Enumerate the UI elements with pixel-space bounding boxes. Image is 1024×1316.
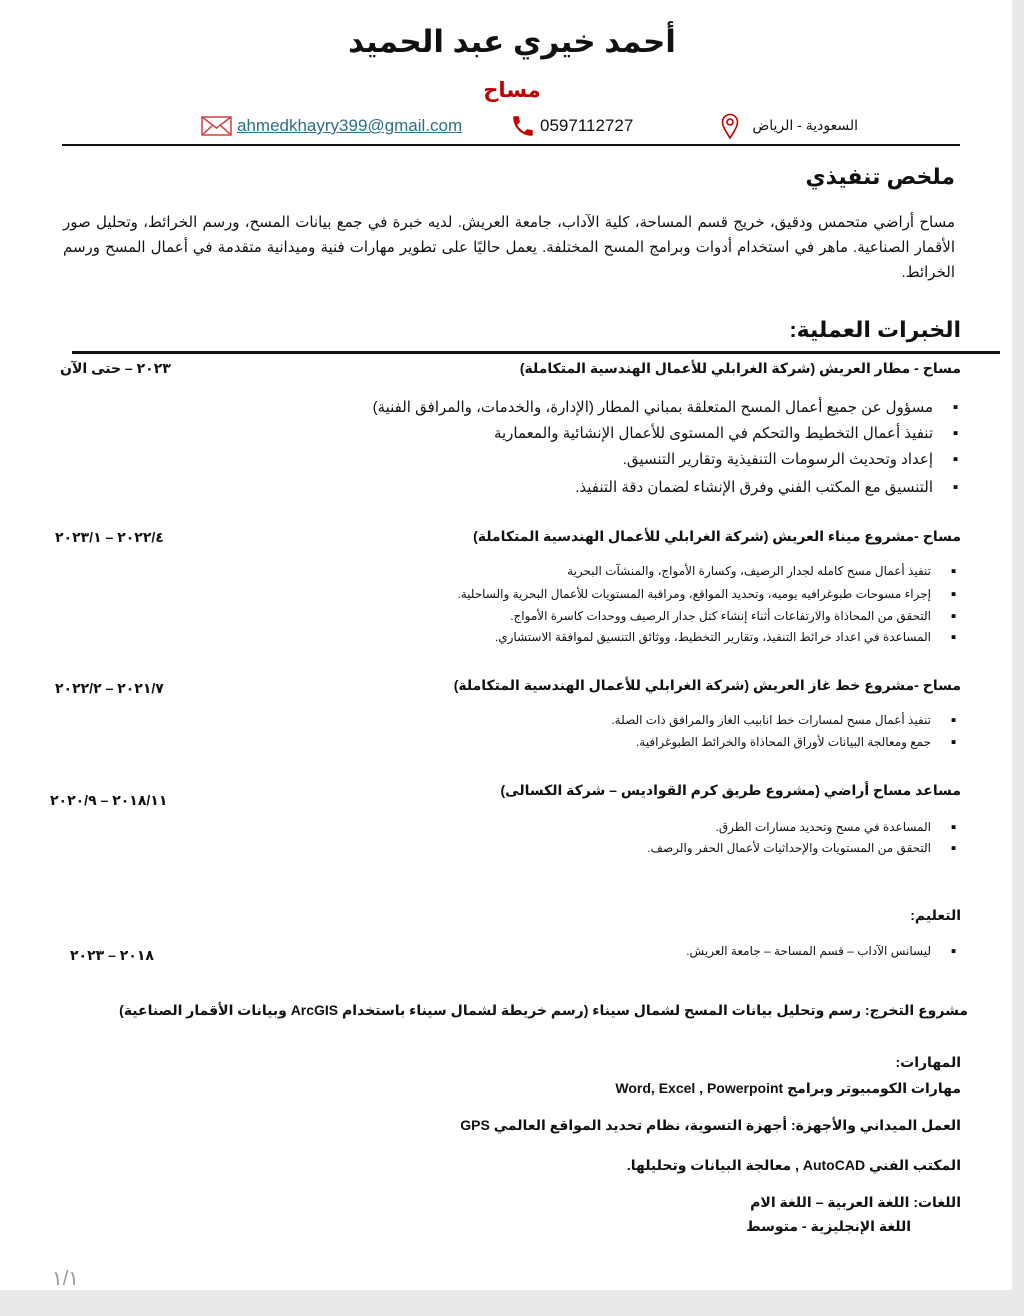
list-item: ■ إجراء مسوحات طبوغرافيه يوميه، وتحديد المواقع، ومراقبة المستويات للأعمال البحرية والساحلية. bbox=[457, 587, 931, 601]
phone-number: 0597112727 bbox=[540, 116, 634, 135]
location-pin-icon bbox=[721, 113, 739, 139]
graduation-project: مشروع التخرج: رسم وتحليل بيانات المسح لشمال سيناء (رسم خريطة لشمال سيناء باستخدام ArcGIS وبيانات الأقمار الصناعية) bbox=[119, 1002, 968, 1018]
phone-icon bbox=[510, 113, 536, 139]
list-item: ■ التحقق من المحاذاة والارتفاعات أثناء إنشاء كتل جدار الرصيف ووحدات كاسرة الأمواج. bbox=[510, 609, 931, 623]
job-title: مساعد مساح أراضي (مشروع طريق كرم القواديس – شركة الكسالى) bbox=[500, 782, 961, 798]
job-title: مساح -مشروع خط غاز العريش (شركة الغرابلي للأعمال الهندسية المتكاملة) bbox=[453, 677, 961, 693]
list-item: ■ تنفيذ أعمال مسح كامله لجدار الرصيف، وكسارة الأمواج، والمنشآت البحرية bbox=[567, 564, 931, 578]
list-item: ■ جمع ومعالجة البيانات لأوراق المحاذاة والخرائط الطبوغرافية. bbox=[636, 735, 931, 749]
list-item: ■ التنسيق مع المكتب الفني وفرق الإنشاء لضمان دقة التنفيذ. bbox=[575, 478, 933, 496]
page-number: ١/١ bbox=[52, 1268, 80, 1290]
list-item: ■ تنفيذ أعمال مسح لمسارات خط انابيب الغاز والمرافق ذات الصلة. bbox=[611, 713, 931, 727]
list-item: ■ إعداد وتحديث الرسومات التنفيذية وتقارير التنسيق. bbox=[623, 450, 933, 468]
candidate-name: أحمد خيري عبد الحميد bbox=[348, 24, 676, 59]
summary-text: مساح أراضي متحمس ودقيق، خريج قسم المساحة، كلية الآداب، جامعة العريش. لديه خبرة في جمع بيانات المسح، ورسم الخرائط، وتحليل صور الأقمار الصناعية. ماهر في استخدام أدوات وبرامج المسح المختلفة. يعمل حاليًا على تطوير مهارات فنية وميدانية متقدمة في أعمال المسح ورسم الخرائط. bbox=[63, 214, 955, 281]
job-role: مساح bbox=[483, 79, 541, 102]
list-item: ■ المساعدة في اعداد خرائط التنفيذ، وتقارير التخطيط، ووثائق التنسيق لموافقة الاستشاري. bbox=[495, 630, 931, 644]
job-title: مساح - مطار العريش (شركة الغرابلي للأعمال الهندسية المتكاملة) bbox=[519, 360, 961, 376]
experience-heading: الخبرات العملية: bbox=[789, 317, 961, 342]
skill-line: العمل الميداني والأجهزة: أجهزة التسوية، نظام تحديد المواقع العالمي GPS bbox=[460, 1117, 961, 1133]
list-item: ■ التحقق من المستويات والإحداثيات لأعمال الحفر والرصف. bbox=[647, 841, 931, 855]
job-title: مساح -مشروع ميناء العريش (شركة الغرابلي للأعمال الهندسية المتكاملة) bbox=[473, 528, 961, 544]
email-link[interactable]: ahmedkhayry399@gmail.com bbox=[237, 116, 463, 135]
header-divider bbox=[62, 144, 960, 146]
languages-line: اللغات: اللغة العربية – اللغة الام bbox=[750, 1194, 961, 1210]
list-item: ■ مسؤول عن جميع أعمال المسح المتعلقة بمباني المطار (الإدارة، والخدمات، والمرافق الفنية) bbox=[373, 398, 933, 416]
summary-heading: ملخص تنفيذي bbox=[805, 164, 955, 189]
job-date: ٢٠٢١/٧ – ٢٠٢٢/٢ bbox=[55, 680, 164, 696]
languages-line: اللغة الإنجليزية - متوسط bbox=[746, 1218, 911, 1234]
list-item: ■ تنفيذ أعمال التخطيط والتحكم في المستوى للأعمال الإنشائية والمعمارية bbox=[494, 424, 933, 442]
email-icon bbox=[201, 116, 232, 136]
skill-line: مهارات الكومبيوتر وبرامج Word, Excel , Powerpoint bbox=[615, 1080, 961, 1096]
experience-divider bbox=[72, 351, 1000, 354]
job-date: ٢٠١٨/١١ – ٢٠٢٠/٩ bbox=[50, 792, 168, 808]
job-date: ٢٠٢٣ – حتى الآن bbox=[60, 360, 171, 376]
skills-heading: المهارات: bbox=[895, 1054, 961, 1070]
skill-line: المكتب الفني AutoCAD , معالجة البيانات وتحليلها. bbox=[626, 1157, 961, 1173]
list-item: ■ المساعدة في مسح وتحديد مسارات الطرق. bbox=[716, 820, 931, 834]
job-date: ٢٠٢٢/٤ – ٢٠٢٣/١ bbox=[55, 529, 164, 545]
education-item: ■ ليسانس الآداب – قسم المساحة – جامعة العريش. bbox=[686, 944, 931, 958]
education-heading: التعليم: bbox=[910, 907, 961, 923]
education-date: ٢٠١٨ – ٢٠٢٣ bbox=[70, 947, 154, 963]
location-text: السعودية - الرياض bbox=[752, 117, 858, 133]
